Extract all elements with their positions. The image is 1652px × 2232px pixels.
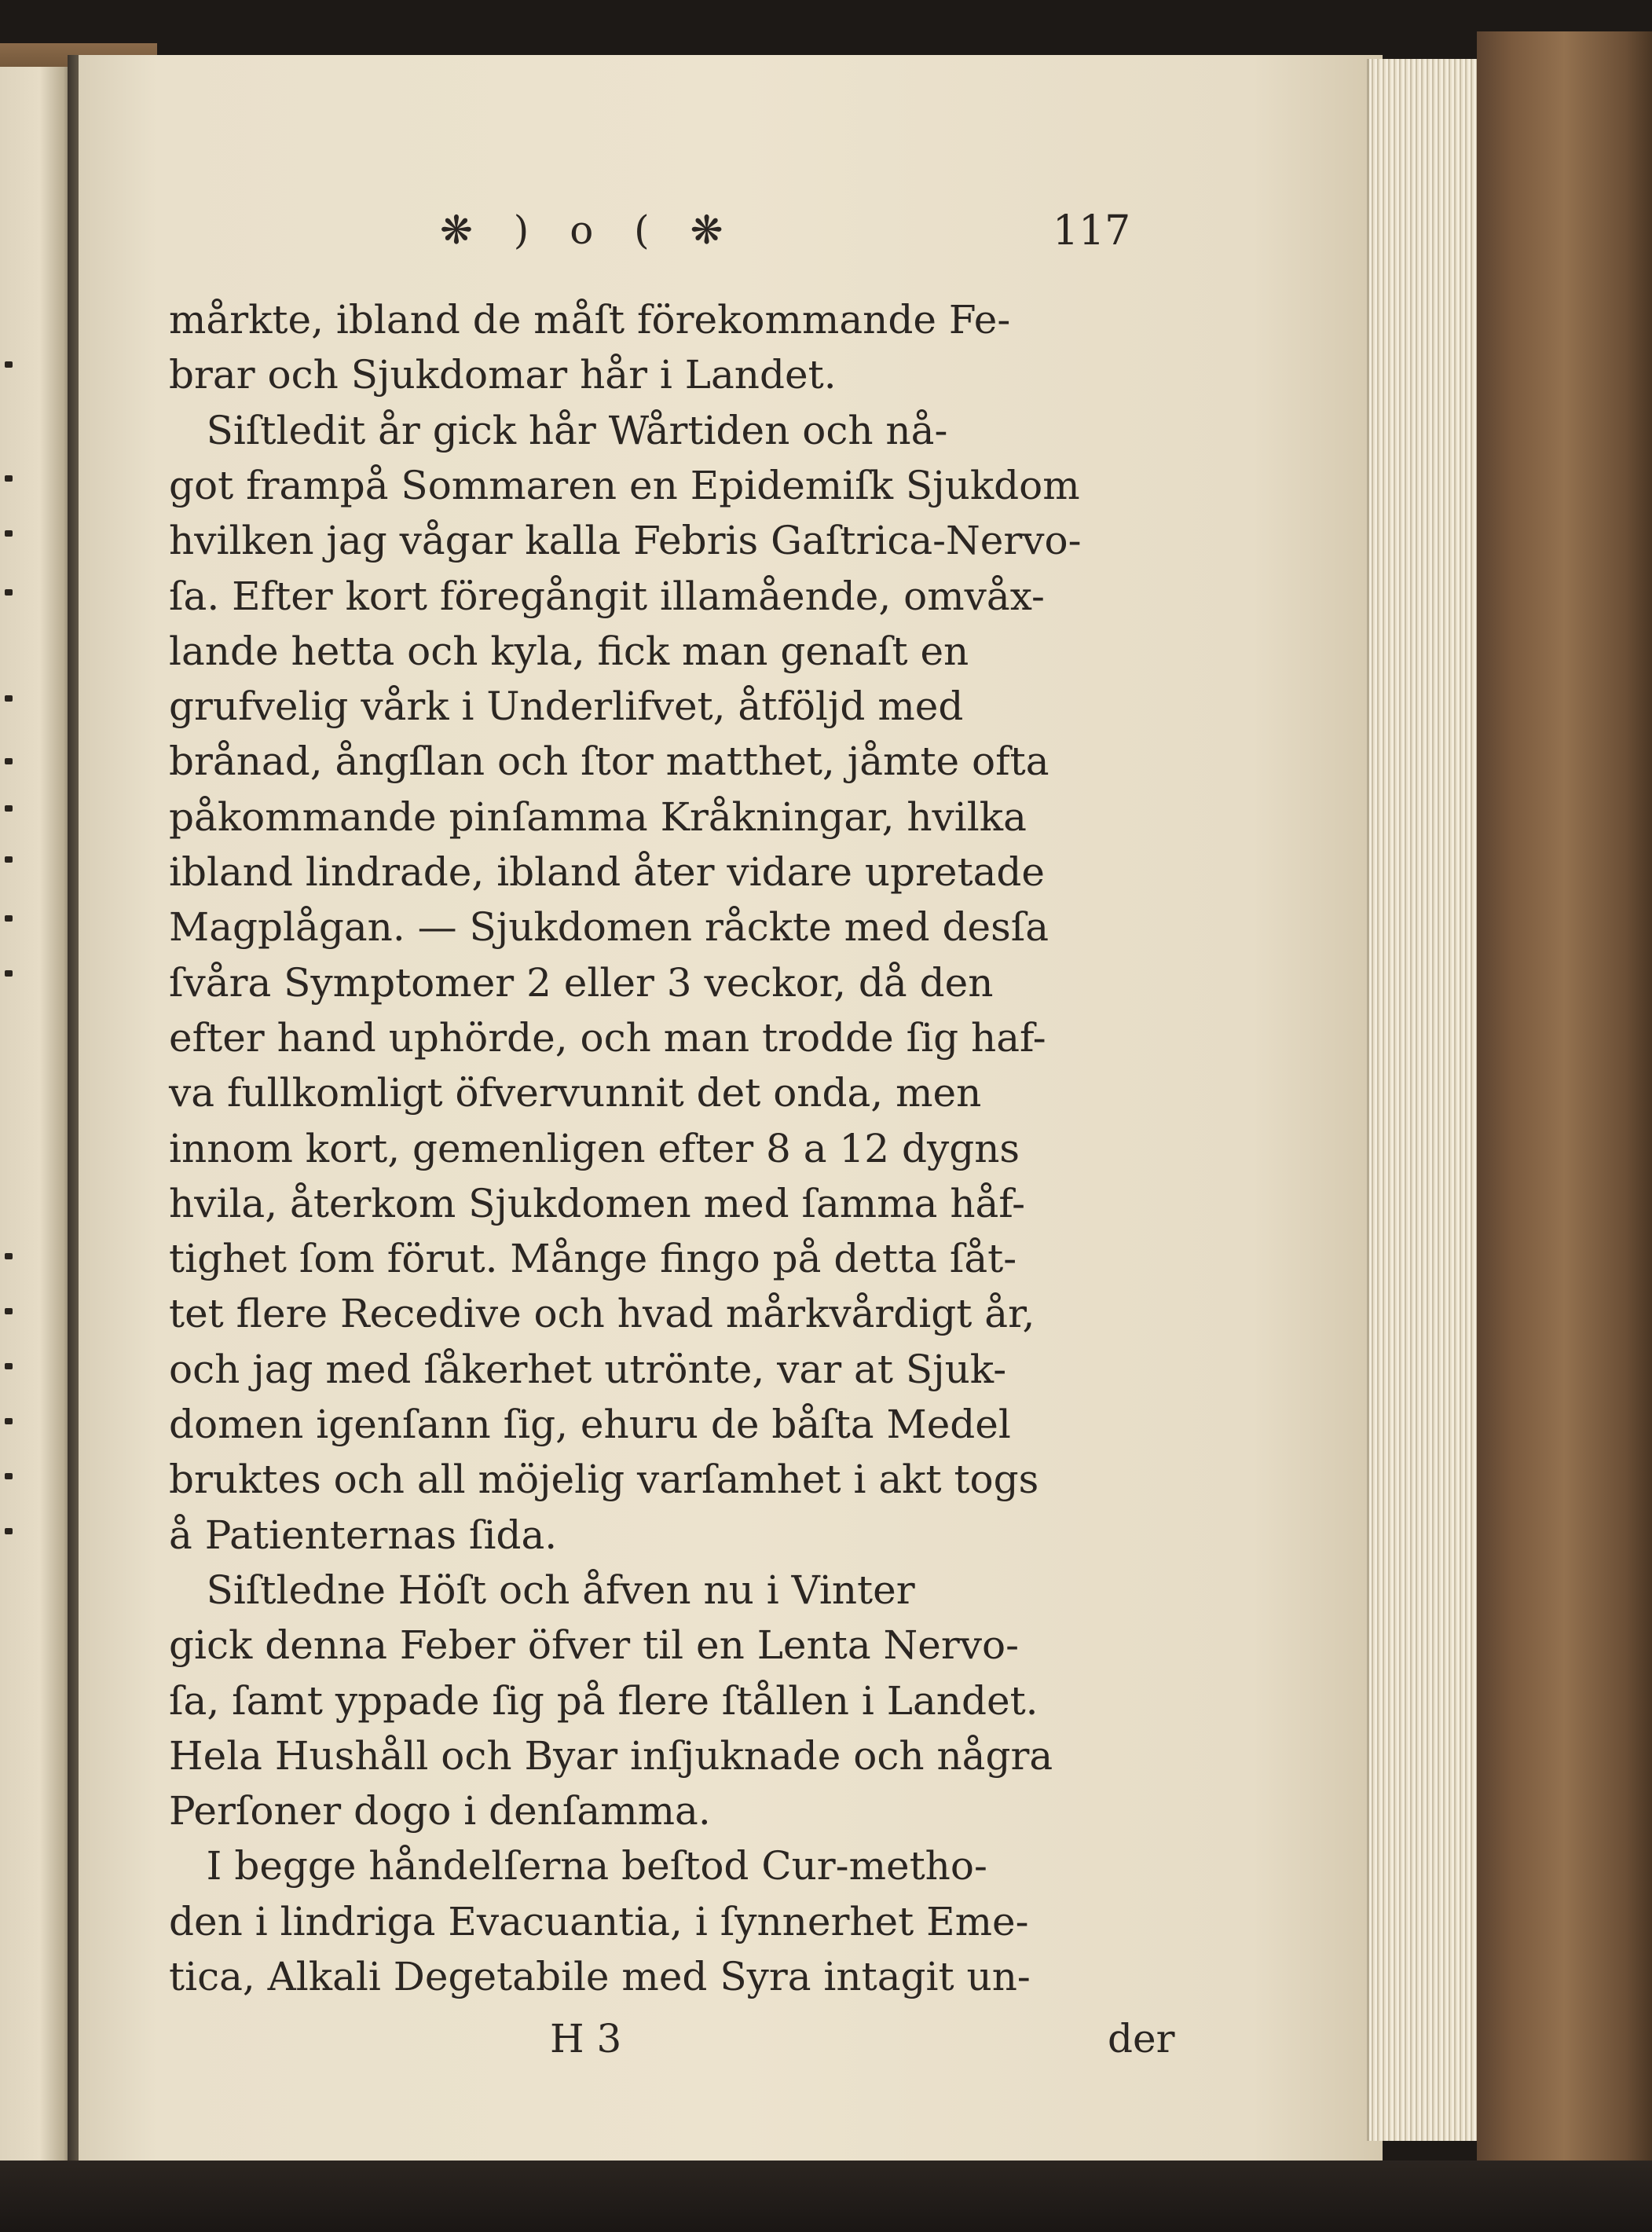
text-line: Perſoner dogo i denſamma.: [169, 1788, 711, 1834]
text-line: påkommande pinſamma Kråkningar, hvilka: [169, 793, 1027, 840]
bleed-mark: [5, 970, 13, 977]
page-number: 117: [1053, 207, 1131, 255]
text-line: och jag med ſåkerhet utrönte, var at Sjuk-: [169, 1346, 1007, 1392]
book-cover-bottom: [0, 2161, 1652, 2232]
text-line: efter hand uphörde, och man trodde ſig haf-: [169, 1014, 1046, 1061]
bleed-mark: [5, 361, 13, 368]
text-line: got frampå Sommaren en Epidemiſk Sjukdom: [169, 462, 1080, 508]
text-line: Hela Hushåll och Byar inſjuknade och några: [169, 1732, 1053, 1779]
bleed-mark: [5, 1528, 13, 1534]
catchword: der: [1108, 2016, 1175, 2062]
bleed-mark: [5, 1253, 13, 1259]
text-line: hvila, återkom Sjukdomen med ſamma håf-: [169, 1180, 1025, 1226]
text-line: hvilken jag vågar kalla Febris Gaſtrica-Nervo-: [169, 518, 1082, 564]
text-line: Siſtledit år gick hår Wårtiden och nå-: [169, 407, 948, 453]
text-line: grufvelig vårk i Underlifvet, åtföljd med: [169, 684, 964, 730]
text-line: brånad, ångſlan och ſtor matthet, jåmte ofta: [169, 739, 1049, 785]
text-line: tica, Alkali Degetabile med Syra intagit un-: [169, 1954, 1031, 1999]
bleed-mark: [5, 475, 13, 482]
text-line: ſvåra Symptomer 2 eller 3 veckor, då den: [169, 959, 994, 1006]
text-line: lande hetta och kyla, fick man genaſt en: [169, 628, 969, 674]
book-cover-right: [1477, 31, 1652, 2232]
page-block-edges: [1367, 59, 1479, 2141]
running-header-ornament: ❋ ) o ( ❋: [440, 207, 738, 253]
bleed-mark: [5, 856, 13, 863]
bleed-mark: [5, 805, 13, 812]
bleed-mark: [5, 1308, 13, 1314]
text-line: va fullkomligt öfvervunnit det onda, men: [169, 1070, 982, 1116]
bleed-mark: [5, 589, 13, 596]
bleed-mark: [5, 1418, 13, 1424]
text-line: gick denna Feber öfver til en Lenta Nervo-: [169, 1622, 1020, 1669]
text-line: Siſtledne Höſt och åfven nu i Vinter: [169, 1567, 915, 1613]
bleed-mark: [5, 915, 13, 922]
bleed-mark: [5, 1473, 13, 1479]
text-line: tet flere Recedive och hvad mårkvårdigt år,: [169, 1291, 1035, 1337]
text-line: I begge håndelſerna beſtod Cur-metho-: [169, 1843, 987, 1889]
text-line: ibland lindrade, ibland åter vidare upretade: [169, 849, 1046, 895]
text-line: den i lindriga Evacuantia, i ſynnerhet Eme-: [169, 1898, 1029, 1944]
text-line: mårkte, ibland de måſt förekommande Fe-: [169, 297, 1011, 343]
text-line: innom kort, gemenligen efter 8 a 12 dygns: [169, 1125, 1020, 1171]
text-line: bruktes och all möjelig varſamhet i akt togs: [169, 1457, 1039, 1503]
bleed-mark: [5, 695, 13, 702]
text-line: å Patienternas ſida.: [169, 1512, 558, 1558]
bleed-mark: [5, 530, 13, 537]
signature-mark: H 3: [550, 2016, 622, 2062]
text-line: tighet ſom förut. Månge fingo på detta ſåt-: [169, 1236, 1017, 1282]
text-line: brar och Sjukdomar hår i Landet.: [169, 352, 837, 398]
previous-page-edge: [0, 67, 72, 2161]
text-line: ſa. Efter kort föregångit illamående, omvåx-: [169, 573, 1045, 619]
text-line: domen igenſann ſig, ehuru de båſta Medel: [169, 1402, 1011, 1447]
text-line: ſa, ſamt yppade ſig på flere ſtållen i Landet.: [169, 1677, 1038, 1724]
text-line: Magplågan. — Sjukdomen råckte med desſa: [169, 904, 1049, 951]
bleed-mark: [5, 758, 13, 764]
bleed-mark: [5, 1363, 13, 1369]
